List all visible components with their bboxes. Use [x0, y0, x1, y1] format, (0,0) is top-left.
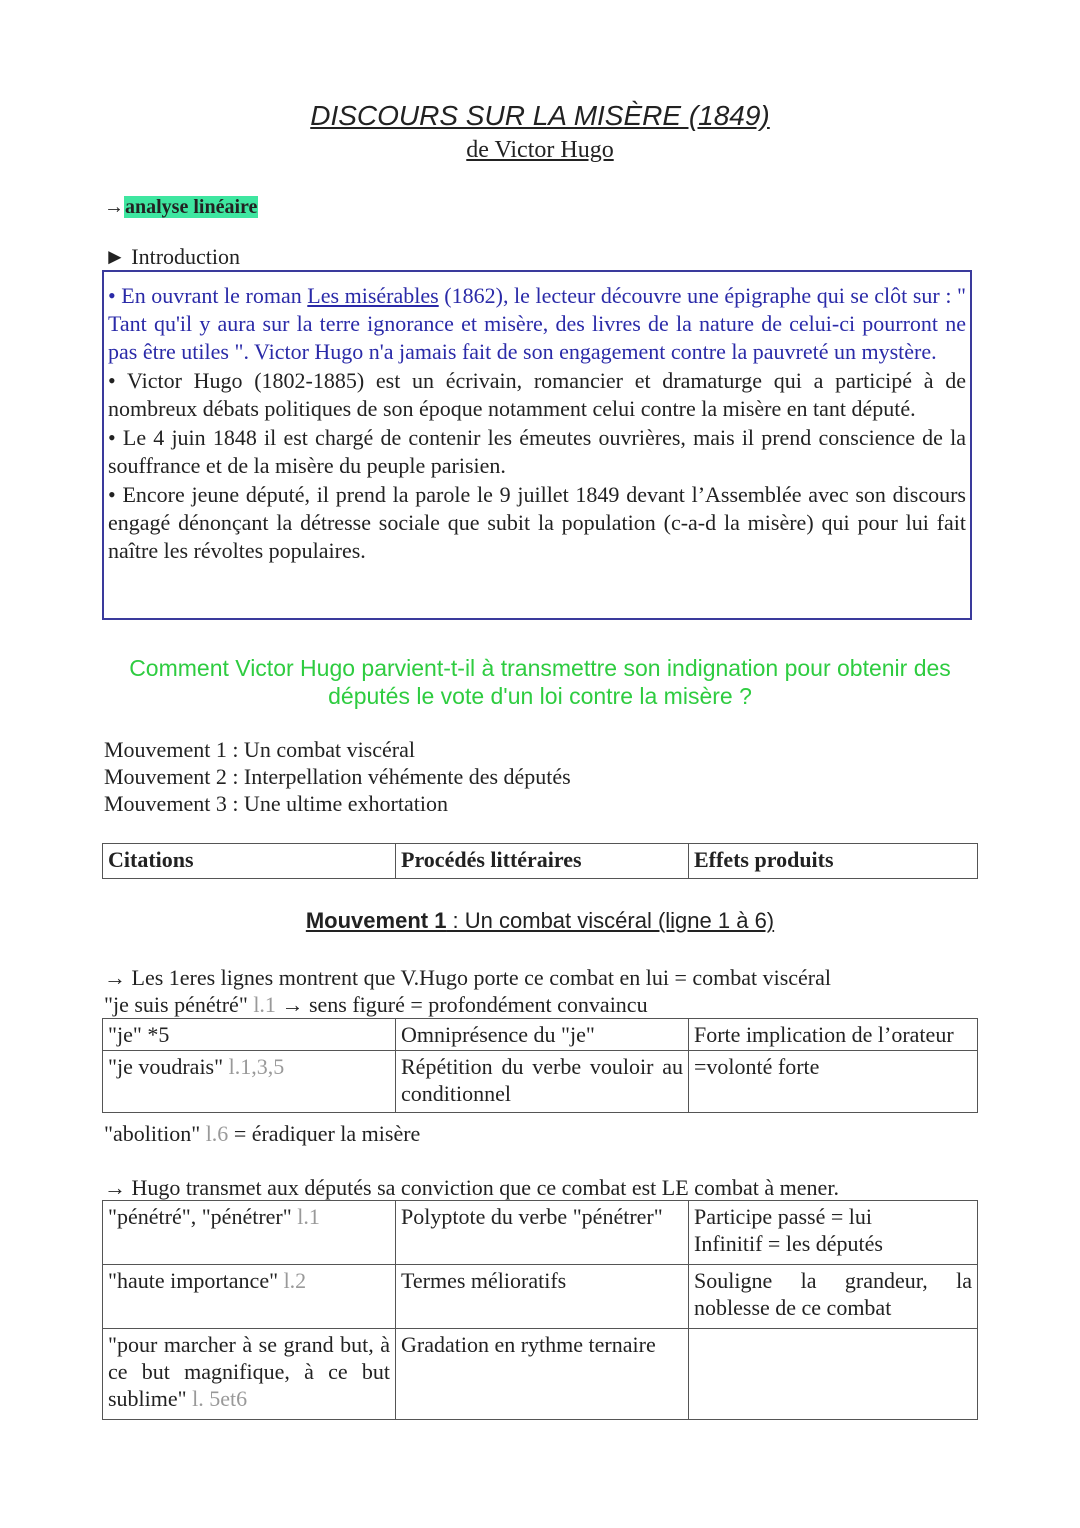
document-title: DISCOURS SUR LA MISÈRE (1849): [310, 100, 770, 131]
mouvement-1-bold: Mouvement 1: [305, 908, 447, 933]
section1-after: [104, 1120, 420, 1147]
analyse-highlight: analyse linéaire: [125, 196, 258, 218]
section1-line1: → Les 1eres lignes montrent que V.Hugo porte ce combat en lui = combat viscéral: [104, 965, 832, 990]
explanation: = éradiquer la misère: [228, 1121, 421, 1146]
table-row: [103, 1201, 978, 1265]
table-row: [103, 1051, 978, 1113]
line-ref: l.2: [283, 1268, 307, 1293]
intro-paragraph-2: • Victor Hugo (1802-1885) est un écrivain, romancier et dramaturge qui a participé à de nombreux débats politiques de son époque notamment celui contre la misère en tant député.: [108, 368, 966, 421]
citation-text: "pour marcher à se grand but, à ce but magnifique, à ce but sublime": [108, 1332, 390, 1411]
line-ref: l.1: [297, 1204, 320, 1229]
cell-effet: Souligne la grandeur, la noblesse de ce combat: [689, 1265, 978, 1329]
intro-p1-start: • En ouvrant le roman: [108, 283, 308, 308]
quote: "je suis pénétré": [104, 992, 254, 1017]
book-title: Les misérables: [307, 283, 439, 308]
section1-line2: [104, 991, 648, 1018]
cell-effet: Forte implication de l’orateur: [689, 1019, 978, 1051]
mouvement-1-rest: : Un combat viscéral (ligne 1 à 6): [446, 908, 775, 933]
cell-citation: [103, 1201, 396, 1265]
cell-procede: Répétition du verbe vouloir au conditionnel: [396, 1051, 689, 1113]
citation-text: "pénétré", "pénétrer": [108, 1204, 298, 1229]
line-ref: l.1: [253, 992, 276, 1017]
cell-citation: [103, 1051, 396, 1113]
mouvement-item: Mouvement 1 : Un combat viscéral: [104, 737, 415, 762]
section2-line1: → Hugo transmet aux députés sa conviction que ce combat est LE combat à mener.: [104, 1175, 839, 1200]
introduction-heading: ► Introduction: [104, 244, 241, 269]
document-subtitle: de Victor Hugo: [466, 137, 614, 163]
table-row: [103, 844, 978, 879]
citation-text: "je" *5: [108, 1022, 170, 1047]
mouvement-item: Mouvement 3 : Une ultime exhortation: [104, 791, 448, 816]
analyse-label: [104, 196, 258, 219]
header-procedes: Procédés littéraires: [396, 844, 689, 879]
cell-citation: [103, 1265, 396, 1329]
table-row: [103, 1329, 978, 1420]
cell-procede: Polyptote du verbe "pénétrer": [396, 1201, 689, 1265]
cell-citation: [103, 1329, 396, 1420]
cell-effet: [689, 1329, 978, 1420]
section1-table: [102, 1018, 978, 1113]
mouvement-item: Mouvement 2 : Interpellation véhémente des députés: [104, 764, 571, 789]
intro-p1-end: (1862), le lecteur découvre une épigraphe qui se clôt sur : " Tant qu'il y aura sur la terre ignorance et misère, des livres de la nature de celui-ci pourront ne pas être utiles ". Victor Hugo n'a jamais fait de son engagement contre la pauvreté un mystère.: [108, 283, 966, 364]
arrow-icon: →: [104, 196, 124, 218]
table-header: [102, 843, 978, 879]
cell-effet: [689, 1201, 978, 1265]
line-ref: l.6: [205, 1121, 229, 1146]
section2-table: [102, 1200, 978, 1420]
header-effets: Effets produits: [689, 844, 978, 879]
cell-citation: [103, 1019, 396, 1051]
problematique: Comment Victor Hugo parvient-t-il à transmettre son indignation pour obtenir des députés le vote d'un loi contre la misère ?: [129, 655, 951, 709]
quote: "abolition": [104, 1121, 206, 1146]
cell-procede: Termes mélioratifs: [396, 1265, 689, 1329]
intro-paragraph-3: • Le 4 juin 1848 il est chargé de contenir les émeutes ouvrières, mais il prend conscience de la souffrance et de la misère du peuple parisien.: [108, 425, 966, 478]
cell-procede: Omniprésence du "je": [396, 1019, 689, 1051]
line-ref: l.1,3,5: [228, 1054, 285, 1079]
intro-paragraph-1: [108, 282, 966, 366]
table-row: [103, 1019, 978, 1051]
explanation: → sens figuré = profondément convaincu: [275, 992, 648, 1017]
citation-text: "je voudrais": [108, 1054, 229, 1079]
mouvements-list: [104, 736, 571, 817]
header-citations: Citations: [103, 844, 396, 879]
citation-text: "haute importance": [108, 1268, 284, 1293]
effet-line: Participe passé = lui: [694, 1204, 872, 1229]
table-row: [103, 1265, 978, 1329]
cell-procede: Gradation en rythme ternaire: [396, 1329, 689, 1420]
effet-line: Infinitif = les députés: [694, 1231, 883, 1256]
cell-effet: =volonté forte: [689, 1051, 978, 1113]
line-ref: l. 5et6: [192, 1386, 248, 1411]
mouvement-1-heading: [0, 908, 1080, 934]
intro-paragraph-4: • Encore jeune député, il prend la parole le 9 juillet 1849 devant l’Assemblée avec son discours engagé dénonçant la détresse sociale que subit la population (c-a-d la misère) qui pour lui fait naître les révoltes populaires.: [108, 482, 966, 563]
introduction-box: [102, 270, 972, 620]
